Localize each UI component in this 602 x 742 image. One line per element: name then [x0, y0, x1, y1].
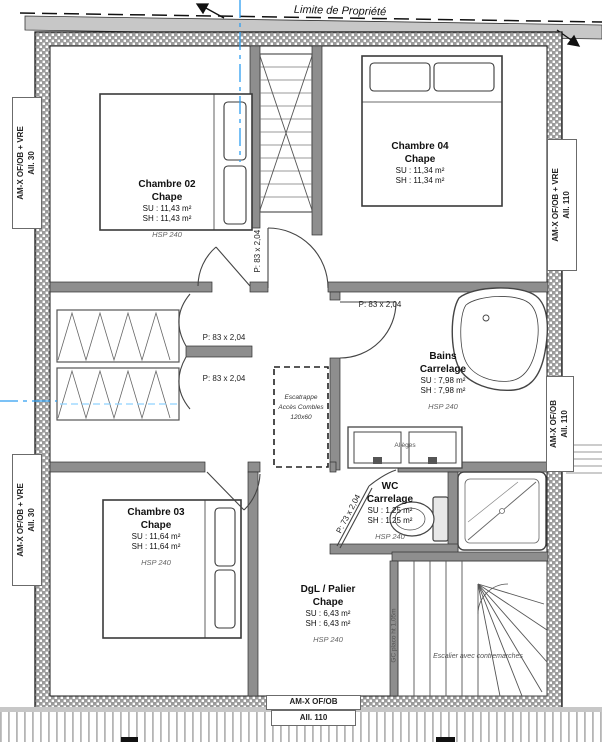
room-name: Chambre 04	[391, 141, 449, 152]
room-name: Chambre 03	[127, 507, 185, 518]
door-label-dressing-top: P: 83 x 2,04	[202, 333, 246, 342]
window-sill: All. 110	[560, 410, 569, 438]
room-su: SU : 11,64 m²	[131, 532, 181, 541]
window-sill: All. 110	[562, 191, 571, 219]
room-sh: SH : 11,64 m²	[131, 542, 181, 552]
door-label-hall: P: 83 x 2,04	[252, 229, 262, 273]
window-type: AM-X OF/OB + VRE	[551, 168, 561, 242]
room-sh: SH : 7,98 m²	[420, 386, 466, 396]
window-type: AM-X OF/OB + VRE	[16, 483, 26, 557]
guardrail-label: GC placo ht 1,05m	[390, 608, 398, 663]
room-name: DgL / Palier	[300, 584, 356, 595]
window-label-bottom-type	[266, 695, 361, 710]
room-label-chambre04	[391, 140, 448, 187]
attic-trap-label	[278, 393, 323, 422]
window-sill: All. 30	[27, 508, 36, 532]
room-sh: SH : 11,43 m²	[142, 214, 192, 224]
window-sill: All. 30	[27, 151, 36, 175]
room-label-dgl-palier	[301, 583, 356, 645]
room-sh: SH : 11,34 m²	[395, 176, 445, 186]
shower	[458, 472, 546, 550]
room-su: SU : 7,98 m²	[420, 376, 466, 385]
room-su: SU : 11,43 m²	[142, 204, 192, 213]
door-label-wc: P: 73 x 2,04	[334, 492, 363, 535]
trap-line3: 120x60	[290, 413, 312, 421]
window-sill: All. 110	[299, 712, 328, 722]
room-hsp: HSP 240	[375, 531, 405, 541]
stairs-label: Escalier avec contremarches	[433, 653, 523, 660]
room-label-wc	[367, 480, 413, 542]
room-label-chambre02	[138, 178, 195, 240]
sinks-label: Allèges	[394, 442, 416, 449]
staircase	[398, 561, 547, 696]
room-hsp: HSP 240	[428, 401, 458, 411]
room-hsp: HSP 240	[141, 557, 171, 567]
room-label-bains	[420, 350, 466, 412]
room-finish: Chape	[151, 192, 183, 203]
room-label-chambre03	[127, 506, 184, 568]
window-label-right-top	[547, 139, 577, 271]
room-finish: Chape	[312, 597, 344, 608]
room-sh: SH : 1,25 m²	[367, 516, 413, 526]
window-label-left-top	[12, 97, 42, 229]
window-type: AM-X OF/OB + VRE	[16, 126, 26, 200]
room-finish: Carrelage	[419, 364, 467, 375]
room-su: SU : 6,43 m²	[305, 609, 351, 618]
room-finish: Chape	[404, 154, 436, 165]
room-name: WC	[381, 481, 399, 492]
room-finish: Carrelage	[366, 494, 414, 505]
room-su: SU : 1,25 m²	[367, 506, 413, 515]
window-type: AM-X OF/OB	[549, 400, 559, 448]
door-label-bains: P: 83 x 2,04	[358, 300, 402, 309]
room-sh: SH : 6,43 m²	[305, 619, 351, 629]
trap-line2: Accès Combles	[278, 403, 324, 411]
room-su: SU : 11,34 m²	[395, 166, 445, 175]
room-hsp: HSP 240	[152, 229, 182, 239]
window-label-right-middle	[546, 376, 574, 472]
window-label-left-bottom	[12, 454, 42, 586]
window-label-bottom-sill	[271, 710, 356, 726]
window-type: AM-X OF/OB	[289, 697, 338, 707]
bathtub	[452, 288, 547, 390]
room-hsp: HSP 240	[313, 634, 343, 644]
trap-line1: Escatrappe	[284, 394, 318, 401]
room-finish: Chape	[140, 520, 172, 531]
closet-shelves	[260, 54, 312, 212]
room-name: Bains	[429, 351, 457, 362]
property-line-label: Limite de Propriété	[293, 3, 387, 19]
room-name: Chambre 02	[138, 179, 196, 190]
door-label-dressing-bottom: P: 83 x 2,04	[202, 374, 246, 383]
